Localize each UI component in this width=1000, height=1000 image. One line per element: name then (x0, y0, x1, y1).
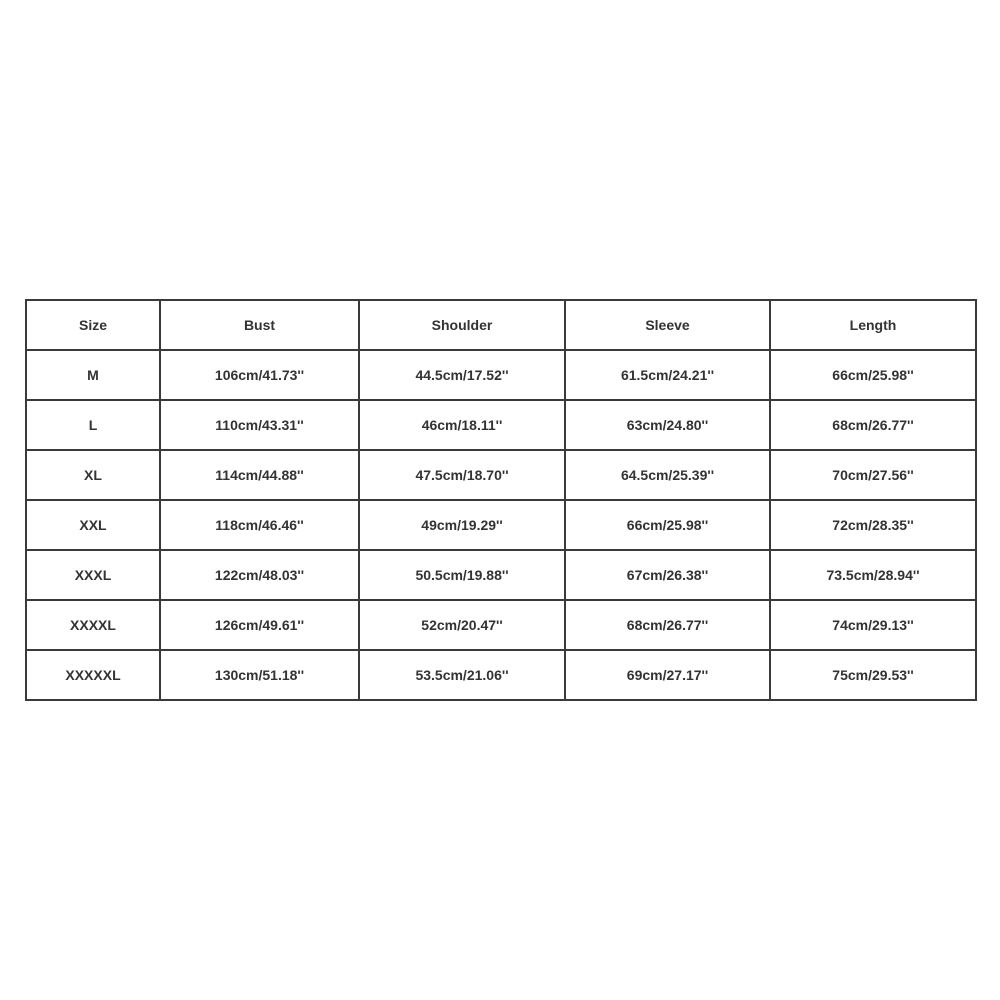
header-row (26, 300, 976, 350)
cell-size: XXXXL (26, 600, 160, 650)
cell-length: 66cm/25.98'' (770, 350, 976, 400)
cell-length: 73.5cm/28.94'' (770, 550, 976, 600)
cell-sleeve: 61.5cm/24.21'' (565, 350, 770, 400)
cell-sleeve: 67cm/26.38'' (565, 550, 770, 600)
cell-sleeve: 69cm/27.17'' (565, 650, 770, 700)
cell-shoulder: 49cm/19.29'' (359, 500, 565, 550)
cell-size: XXXXXL (26, 650, 160, 700)
cell-length: 72cm/28.35'' (770, 500, 976, 550)
table-row (26, 650, 976, 700)
size-chart-table (25, 299, 977, 701)
cell-bust: 110cm/43.31'' (160, 400, 359, 450)
cell-sleeve: 66cm/25.98'' (565, 500, 770, 550)
cell-sleeve: 63cm/24.80'' (565, 400, 770, 450)
table-row (26, 600, 976, 650)
cell-length: 75cm/29.53'' (770, 650, 976, 700)
table-row (26, 550, 976, 600)
cell-bust: 130cm/51.18'' (160, 650, 359, 700)
table-row (26, 450, 976, 500)
cell-bust: 118cm/46.46'' (160, 500, 359, 550)
cell-bust: 114cm/44.88'' (160, 450, 359, 500)
cell-size: M (26, 350, 160, 400)
cell-bust: 106cm/41.73'' (160, 350, 359, 400)
header-length: Length (770, 300, 976, 350)
cell-size: L (26, 400, 160, 450)
cell-shoulder: 53.5cm/21.06'' (359, 650, 565, 700)
cell-shoulder: 47.5cm/18.70'' (359, 450, 565, 500)
header-shoulder: Shoulder (359, 300, 565, 350)
cell-shoulder: 52cm/20.47'' (359, 600, 565, 650)
cell-size: XL (26, 450, 160, 500)
cell-shoulder: 44.5cm/17.52'' (359, 350, 565, 400)
header-sleeve: Sleeve (565, 300, 770, 350)
cell-length: 74cm/29.13'' (770, 600, 976, 650)
cell-sleeve: 64.5cm/25.39'' (565, 450, 770, 500)
cell-shoulder: 50.5cm/19.88'' (359, 550, 565, 600)
cell-length: 68cm/26.77'' (770, 400, 976, 450)
header-size: Size (26, 300, 160, 350)
cell-shoulder: 46cm/18.11'' (359, 400, 565, 450)
header-bust: Bust (160, 300, 359, 350)
cell-bust: 122cm/48.03'' (160, 550, 359, 600)
cell-bust: 126cm/49.61'' (160, 600, 359, 650)
cell-sleeve: 68cm/26.77'' (565, 600, 770, 650)
cell-length: 70cm/27.56'' (770, 450, 976, 500)
cell-size: XXL (26, 500, 160, 550)
table-row (26, 400, 976, 450)
table-row (26, 500, 976, 550)
cell-size: XXXL (26, 550, 160, 600)
table-row (26, 350, 976, 400)
